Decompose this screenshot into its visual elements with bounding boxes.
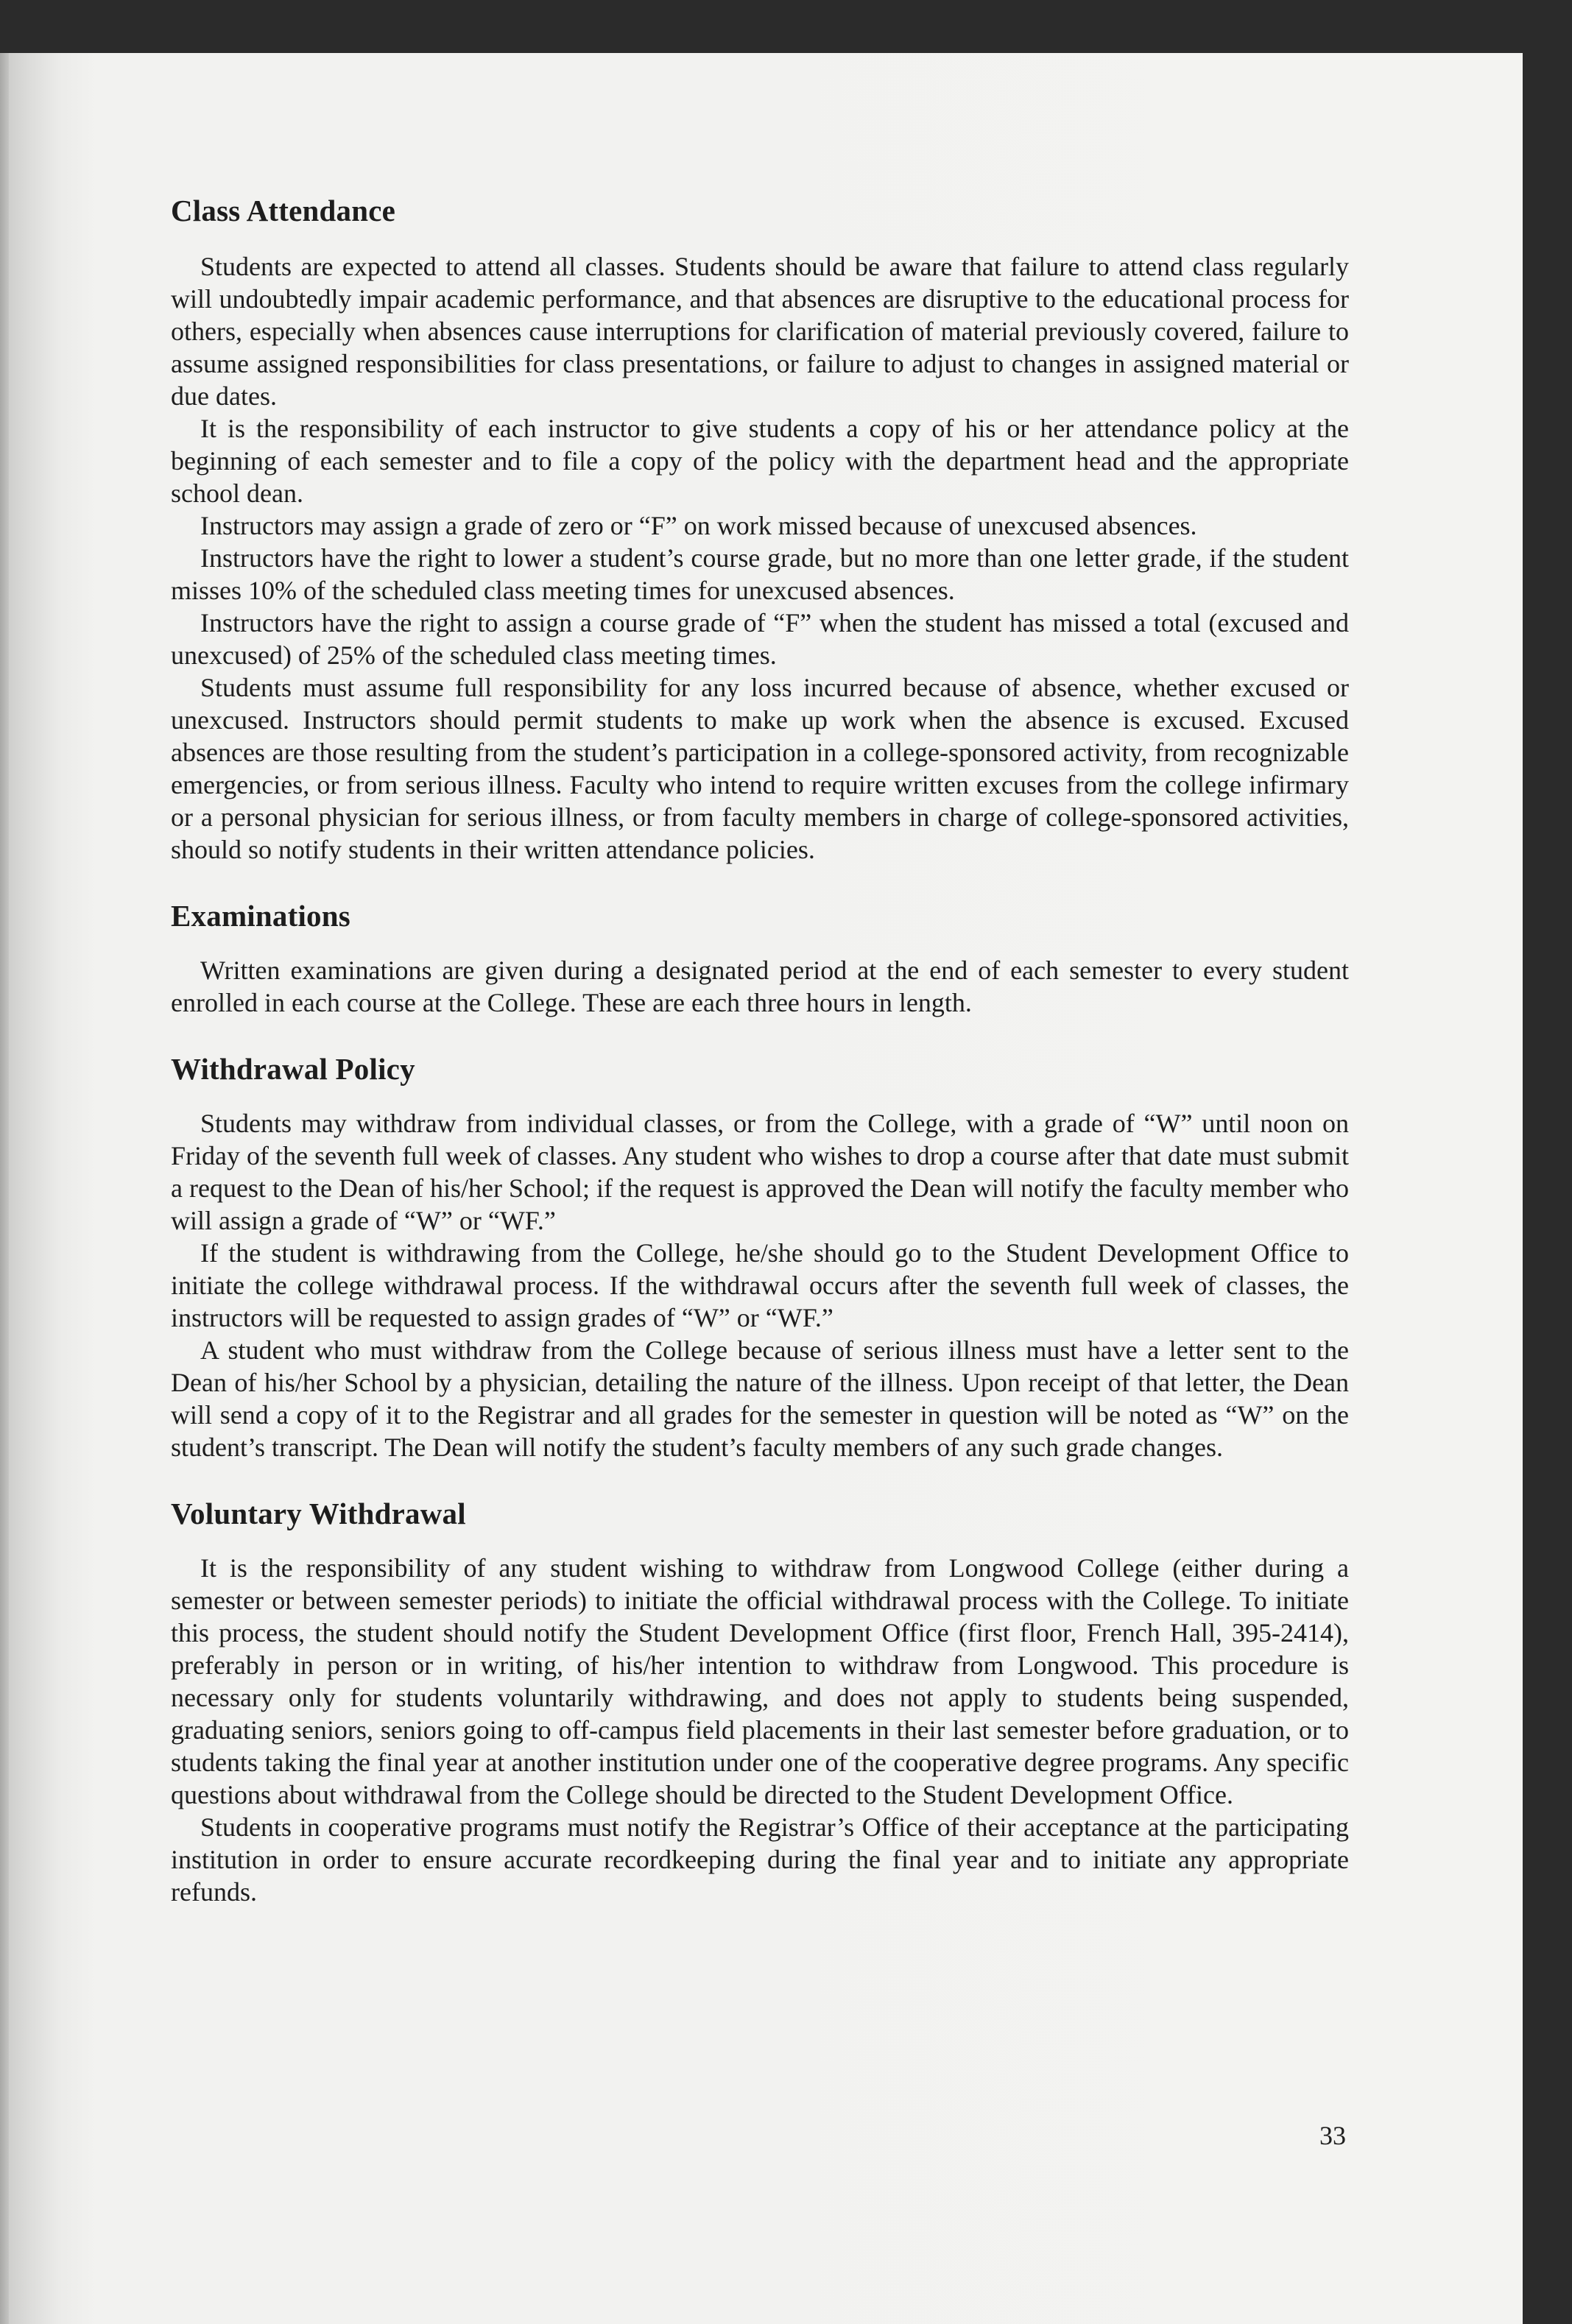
paragraph: Written examinations are given during a designated period at the end of each semester to every student enrolled in each course at the College. These are each three hours in length. <box>171 956 1349 1017</box>
page-number: 33 <box>1319 2121 1346 2150</box>
paragraph: Instructors have the right to lower a student’s course grade, but no more than one letter grade, if the student misses 10% of the scheduled class meeting times for unexcused absences. <box>171 543 1349 605</box>
page-content <box>171 193 1349 1908</box>
section-heading: Voluntary Withdrawal <box>171 1497 466 1530</box>
section-heading: Class Attendance <box>171 194 396 227</box>
paragraph: It is the responsibility of each instructor to give students a copy of his or her attendance policy at the beginning of each semester and to file a copy of the policy with the department head and the appropriate school dean. <box>171 414 1349 508</box>
paragraph: Students must assume full responsibility for any loss incurred because of absence, whether excused or unexcused. Instructors should permit students to make up work when the absence is excused. Excused absences are those resulting from the student’s participation in a college-sponsored activity, from recognizable emergencies, or from serious illness. Faculty who intend to require written excuses from the college infirmary or a personal physician for serious illness, or from faculty members in charge of college-sponsored activities, should so notify students in their written attendance policies. <box>171 673 1349 864</box>
section-heading: Examinations <box>171 899 350 933</box>
section-voluntary-withdrawal <box>171 1496 1349 1908</box>
paragraph: Students in cooperative programs must notify the Registrar’s Office of their acceptance at the participating institution in order to ensure accurate recordkeeping during the final year and to initiate any appropriate refunds. <box>171 1812 1349 1907</box>
section-class-attendance <box>171 193 1349 866</box>
section-withdrawal-policy <box>171 1051 1349 1463</box>
paragraph: It is the responsibility of any student wishing to withdraw from Longwood College (either during a semester or between semester periods) to initiate the official withdrawal process with the College. To initiate this process, the student should notify the Student Development Office (first floor, French Hall, 395-2414), preferably in person or in writing, of his/her intention to withdraw from Longwood. This procedure is necessary only for students voluntarily withdrawing, and does not apply to students being suspended, graduating seniors, seniors going to off-campus field placements in their last semester before graduation, or to students taking the final year at another institution under one of the cooperative degree programs. Any specific questions about withdrawal from the College should be directed to the Student Development Office. <box>171 1553 1349 1809</box>
paragraph: Instructors have the right to assign a course grade of “F” when the student has missed a total (excused and unexcused) of 25% of the scheduled class meeting times. <box>171 608 1349 670</box>
paragraph: A student who must withdraw from the College because of serious illness must have a letter sent to the Dean of his/her School by a physician, detailing the nature of the illness. Upon receipt of that letter, the Dean will send a copy of it to the Registrar and all grades for the semester in question will be noted as “W” on the student’s transcript. The Dean will notify the student’s faculty members of any such grade changes. <box>171 1335 1349 1462</box>
paragraph: If the student is withdrawing from the College, he/she should go to the Student Development Office to initiate the college withdrawal process. If the withdrawal occurs after the seventh full week of classes, the instructors will be requested to assign grades of “W” or “WF.” <box>171 1238 1349 1332</box>
section-heading: Withdrawal Policy <box>171 1052 415 1086</box>
paragraph: Instructors may assign a grade of zero or “F” on work missed because of unexcused absences. <box>200 511 1197 540</box>
section-examinations <box>171 898 1349 1019</box>
page-binding-edge <box>0 53 9 2324</box>
paragraph: Students may withdraw from individual classes, or from the College, with a grade of “W” until noon on Friday of the seventh full week of classes. Any student who wishes to drop a course after that date must submit a request to the Dean of his/her School; if the request is approved the Dean will notify the faculty member who will assign a grade of “W” or “WF.” <box>171 1109 1349 1235</box>
paragraph: Students are expected to attend all classes. Students should be aware that failure to attend class regularly will undoubtedly impair academic performance, and that absences are disruptive to the educational process for others, especially when absences cause interruptions for clarification of material previously covered, failure to assume assigned responsibilities for class presentations, or failure to adjust to changes in assigned material or due dates. <box>171 252 1349 411</box>
